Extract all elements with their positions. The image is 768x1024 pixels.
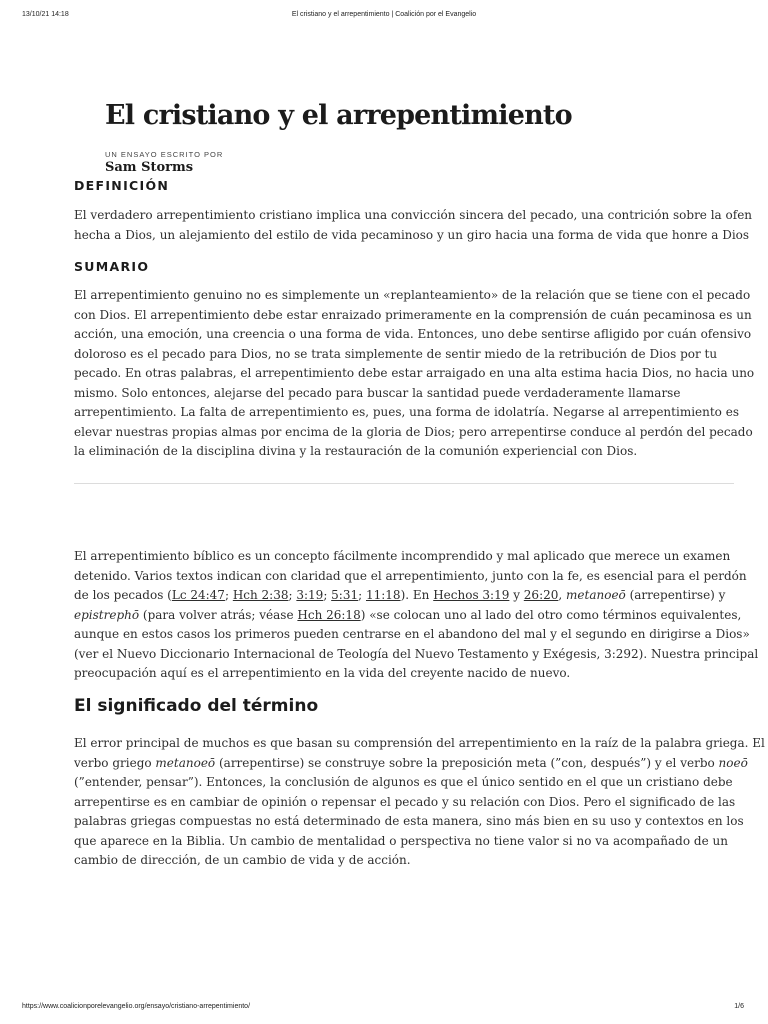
text-line bbox=[74, 586, 734, 606]
byline-kicker: UN ENSAYO ESCRITO POR bbox=[105, 150, 224, 159]
text-line: El verdadero arrepentimiento cristiano implica una convicción sincera del pecado, una contrición sobre la ofen bbox=[74, 208, 753, 222]
scripture-link[interactable]: 26:20 bbox=[523, 588, 559, 602]
text-line: elevar nuestras propias almas por encima de la gloria de Dios; pero arrepentirse conduce al perdón del pecado bbox=[74, 424, 753, 439]
scripture-link[interactable]: Hch 26:18 bbox=[297, 607, 361, 622]
print-url: https://www.coalicionporelevangelio.org/ensayo/cristiano-arrepentimiento/ bbox=[22, 1003, 251, 1010]
text-line: la eliminación de la disciplina divina y la restauración de la comunión experiencial con Dios. bbox=[74, 444, 638, 458]
text-line: mismo. Solo entonces, alejarse del pecado para buscar la santidad puede verdaderamente llamarse bbox=[74, 385, 681, 400]
text-run: ; bbox=[224, 588, 233, 602]
text-line: El arrepentimiento bíblico es un concepto fácilmente incomprendido y mal aplicado que merece un examen bbox=[74, 549, 731, 563]
text-line: preocupación aquí es el arrepentimiento en la vida del creyente nacido de nuevo. bbox=[74, 666, 571, 680]
text-line: palabras griegas compuestas no está determinado de esta manera, sino más bien en su uso y contextos en los bbox=[74, 814, 744, 828]
text-line: que aparece en la Biblia. Un cambio de mentalidad o perspectiva no tiene valor si no va acompañado de un bbox=[74, 833, 728, 848]
text-line bbox=[74, 754, 748, 774]
scripture-link[interactable]: 3:19 bbox=[296, 588, 324, 602]
greek-term: epistrephō bbox=[74, 607, 140, 622]
text-run: de los pecados ( bbox=[74, 588, 172, 602]
page-number: 1/6 bbox=[734, 1003, 744, 1010]
text-run: verbo griego bbox=[74, 755, 156, 770]
section-heading: El significado del término bbox=[74, 696, 319, 716]
text-line: (”entender, pensar”). Entonces, la conclusión de algunos es que el único sentido en el que un cristiano debe bbox=[74, 775, 733, 789]
article-title: El cristiano y el arrepentimiento bbox=[105, 100, 572, 131]
text-run: ) «se colocan uno al lado del otro como términos equivalentes, bbox=[360, 607, 742, 622]
intro-paragraph bbox=[74, 547, 759, 684]
meaning-paragraph bbox=[74, 734, 765, 871]
text-line: cambio de dirección, de un cambio de vida y de acción. bbox=[74, 853, 411, 867]
print-page-title: El cristiano y el arrepentimiento | Coalición por el Evangelio bbox=[291, 11, 477, 18]
text-line: El arrepentimiento genuino no es simplemente un «replanteamiento» de la relación que se tiene con el pecado bbox=[74, 288, 751, 302]
text-run: ; bbox=[288, 588, 297, 602]
text-line bbox=[74, 606, 742, 626]
scripture-link[interactable]: Hch 2:38 bbox=[232, 588, 289, 602]
article-content bbox=[74, 0, 765, 990]
text-line: arrepentimiento. La falta de arrepentimiento es, pues, una forma de idolatría. Negarse al arrepentimiento es bbox=[74, 405, 739, 419]
scripture-link[interactable]: Hechos 3:19 bbox=[433, 588, 510, 602]
text-line: acción, una emoción, una creencia o una forma de vida. Entonces, uno debe sentirse afligido por cuán ofensivo bbox=[74, 327, 752, 341]
text-run: (arrepentirse) y bbox=[625, 588, 726, 602]
scripture-link[interactable]: 5:31 bbox=[331, 588, 359, 602]
section-divider bbox=[74, 483, 734, 484]
text-run: , bbox=[558, 588, 567, 602]
scripture-link[interactable]: 11:18 bbox=[365, 588, 401, 602]
definition-text bbox=[74, 206, 753, 245]
text-line: hecha a Dios, un alejamiento del estilo de vida pecaminoso y un giro hacia una forma de vida que honre a Dios bbox=[74, 227, 750, 242]
text-line: detenido. Varios textos indican con claridad que el arrepentimiento, junto con la fe, es esencial para el perdón bbox=[74, 568, 747, 583]
definition-label: DEFINICIÓN bbox=[74, 178, 170, 193]
text-line: El error principal de muchos es que basan su comprensión del arrepentimiento en la raíz de la palabra griega. El bbox=[74, 736, 765, 750]
text-line: doloroso es el pecado para Dios, no se trata simplemente de sentir miedo de la retribución de Dios por tu bbox=[74, 346, 718, 361]
text-line: arrepentirse es en cambiar de opinión o repensar el pecado y su relación con Dios. Pero el significado de las bbox=[74, 794, 736, 809]
author-name[interactable]: Sam Storms bbox=[105, 160, 194, 175]
text-line: aunque en estos casos los primeros pueden centrarse en el abandono del mal y el segundo en dirigirse a Dios» bbox=[74, 627, 750, 641]
text-run: ; bbox=[358, 588, 366, 602]
text-run: (para volver atrás; véase bbox=[139, 607, 298, 622]
text-run: ). En bbox=[400, 588, 434, 602]
greek-term: noeō bbox=[718, 755, 748, 770]
scripture-link[interactable]: Lc 24:47 bbox=[171, 588, 225, 602]
text-line: (ver el Nuevo Diccionario Internacional de Teología del Nuevo Testamento y Exégesis, 3:292). Nuestra principal bbox=[74, 646, 759, 661]
text-run: ; bbox=[323, 588, 332, 602]
text-line: con Dios. El arrepentimiento debe estar enraizado primeramente en la comprensión de cuán pecaminosa es un bbox=[74, 307, 752, 322]
summary-text bbox=[74, 286, 755, 462]
text-run: y bbox=[509, 588, 524, 602]
text-run: (arrepentirse) se construye sobre la preposición meta (”con, después”) y el verbo bbox=[215, 755, 719, 770]
print-datetime: 13/10/21 14:18 bbox=[22, 11, 69, 18]
summary-label: SUMARIO bbox=[74, 259, 150, 274]
greek-term: metanoeō bbox=[566, 588, 626, 602]
greek-term: metanoeō bbox=[155, 755, 216, 770]
text-line: pecado. En otras palabras, el arrepentimiento debe estar arraigado en una alta estima hacia Dios, no hacia uno bbox=[74, 366, 755, 380]
